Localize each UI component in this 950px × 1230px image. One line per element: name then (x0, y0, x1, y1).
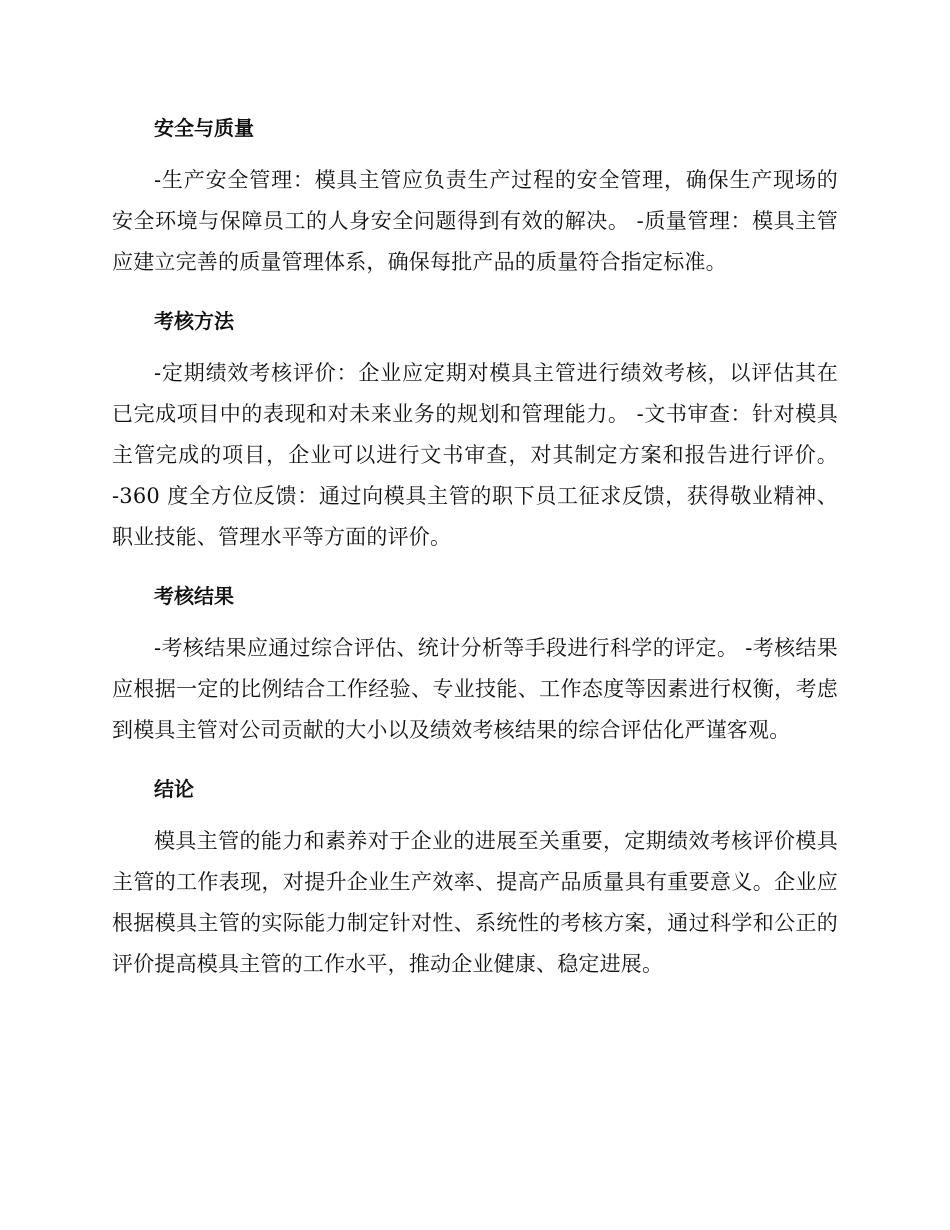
section-assessment-method (112, 301, 838, 558)
section-paragraph: -考核结果应通过综合评估、统计分析等手段进行科学的评定。 -考核结果应根据一定的比例结合工作经验、专业技能、工作态度等因素进行权衡，考虑到模具主管对公司贡献的大小以及绩效考核结果的综合评估化严谨客观。 (112, 636, 838, 742)
section-heading: 安全与质量 (154, 116, 254, 140)
section-paragraph: -定期绩效考核评价：企业应定期对模具主管进行绩效考核，以评估其在已完成项目中的表现和对未来业务的规划和管理能力。 -文书审查：针对模具主管完成的项目，企业可以进行文书审查，对其制定方案和报告进行评价。 -360 度全方位反馈：通过向模具主管的职下员工征求反馈，获得敬业精神、职业技能、管理水平等方面的评价。 (112, 361, 838, 549)
section-heading: 考核结果 (154, 584, 234, 608)
section-paragraph: -生产安全管理：模具主管应负责生产过程的安全管理，确保生产现场的安全环境与保障员工的人身安全问题得到有效的解决。 -质量管理：模具主管应建立完善的质量管理体系，确保每批产品的质量符合指定标准。 (112, 168, 838, 274)
section-assessment-result (112, 576, 838, 751)
section-safety-quality (112, 108, 838, 283)
section-heading: 考核方法 (154, 309, 234, 333)
section-heading: 结论 (154, 777, 194, 801)
section-paragraph: 模具主管的能力和素养对于企业的进展至关重要，定期绩效考核评价模具主管的工作表现，对提升企业生产效率、提高产品质量具有重要意义。企业应根据模具主管的实际能力制定针对性、系统性的考核方案，通过科学和公正的评价提高模具主管的工作水平，推动企业健康、稳定进展。 (112, 829, 838, 976)
section-conclusion (112, 769, 838, 985)
